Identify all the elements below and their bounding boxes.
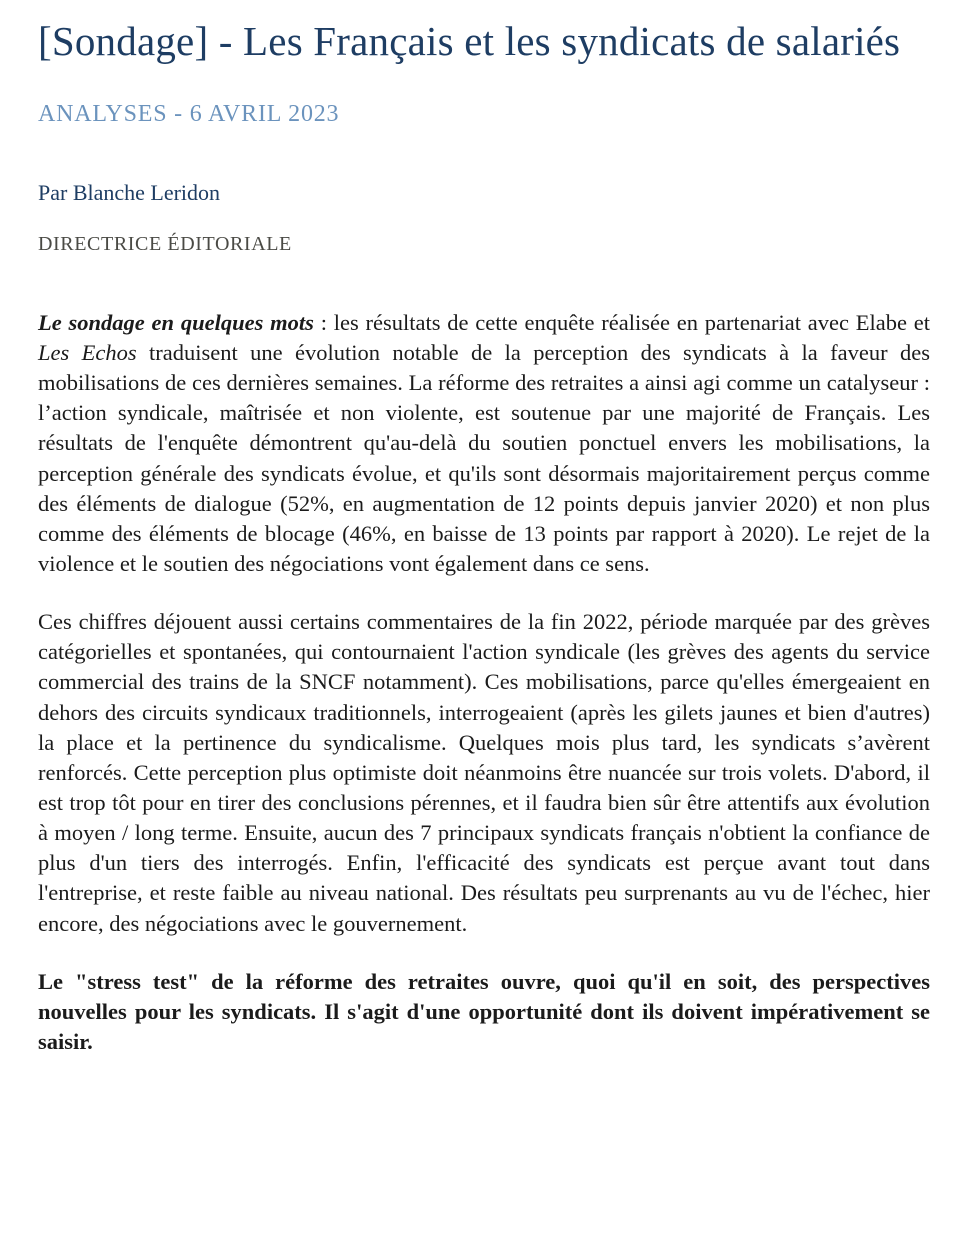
paragraph-lead-text-b: traduisent une évolution notable de la perception des syndicats à la faveur des mobilisations de ces dernières semaines. La réforme des retraites a ainsi agi comme un catalyseur : l’action syndicale, maîtrisée et non violente, est soutenue par une majorité de Français. Les résultats de l'enquête démontrent qu'au-delà du soutien ponctuel envers les mobilisations, la perception générale des syndicats évolue, et qu'ils sont désormais majoritairement perçus comme des éléments de dialogue (52%, en augmentation de 12 points depuis janvier 2020) et non plus comme des éléments de blocage (46%, en baisse de 13 points par rapport à 2020). Le rejet de la violence et le soutien des négociations vont également dans ce sens.: [38, 339, 930, 576]
article-category-date: ANALYSES - 6 AVRIL 2023: [38, 100, 340, 127]
article-body: [38, 308, 930, 1057]
paragraph-lead: [38, 308, 930, 579]
paragraph-conclusion-bold: Le "stress test" de la réforme des retraites ouvre, quoi qu'il en soit, des perspectives nouvelles pour les syndicats. Il s'agit d'une opportunité dont ils doivent impérativement se saisir.: [38, 968, 930, 1054]
author-name-link[interactable]: Par Blanche Leridon: [38, 179, 221, 205]
paragraph-lead-text-a: : les résultats de cette enquête réalisée en partenariat avec Elabe et: [313, 309, 930, 335]
les-echos-italic: Les Echos: [38, 339, 137, 365]
paragraph-analysis: Ces chiffres déjouent aussi certains commentaires de la fin 2022, période marquée par des grèves catégorielles et spontanées, qui contournaient l'action syndicale (les grèves des agents du service commercial des trains de la SNCF notamment). Ces mobilisations, parce qu'elles émergeaient en dehors des circuits syndicaux traditionnels, interrogeaient (après les gilets jaunes et bien d'autres) la place et la pertinence du syndicalisme. Quelques mois plus tard, les syndicats s’avèrent renforcés. Cette perception plus optimiste doit néanmoins être nuancée sur trois volets. D'abord, il est trop tôt pour en tirer des conclusions pérennes, et il faudra bien sûr être attentifs aux évolution à moyen / long terme. Ensuite, aucun des 7 principaux syndicats français n'obtient la confiance de plus d'un tiers des interrogés. Enfin, l'efficacité des syndicats est perçue avant tout dans l'entreprise, et reste faible au niveau national. Des résultats peu surprenants au vu de l'échec, hier encore, des négociations avec le gouvernement.: [38, 609, 930, 936]
page-title: [Sondage] - Les Français et les syndicats de salariés: [38, 18, 901, 64]
lead-phrase-bold-italic: Le sondage en quelques mots: [38, 309, 314, 335]
author-role: DIRECTRICE ÉDITORIALE: [38, 232, 292, 255]
